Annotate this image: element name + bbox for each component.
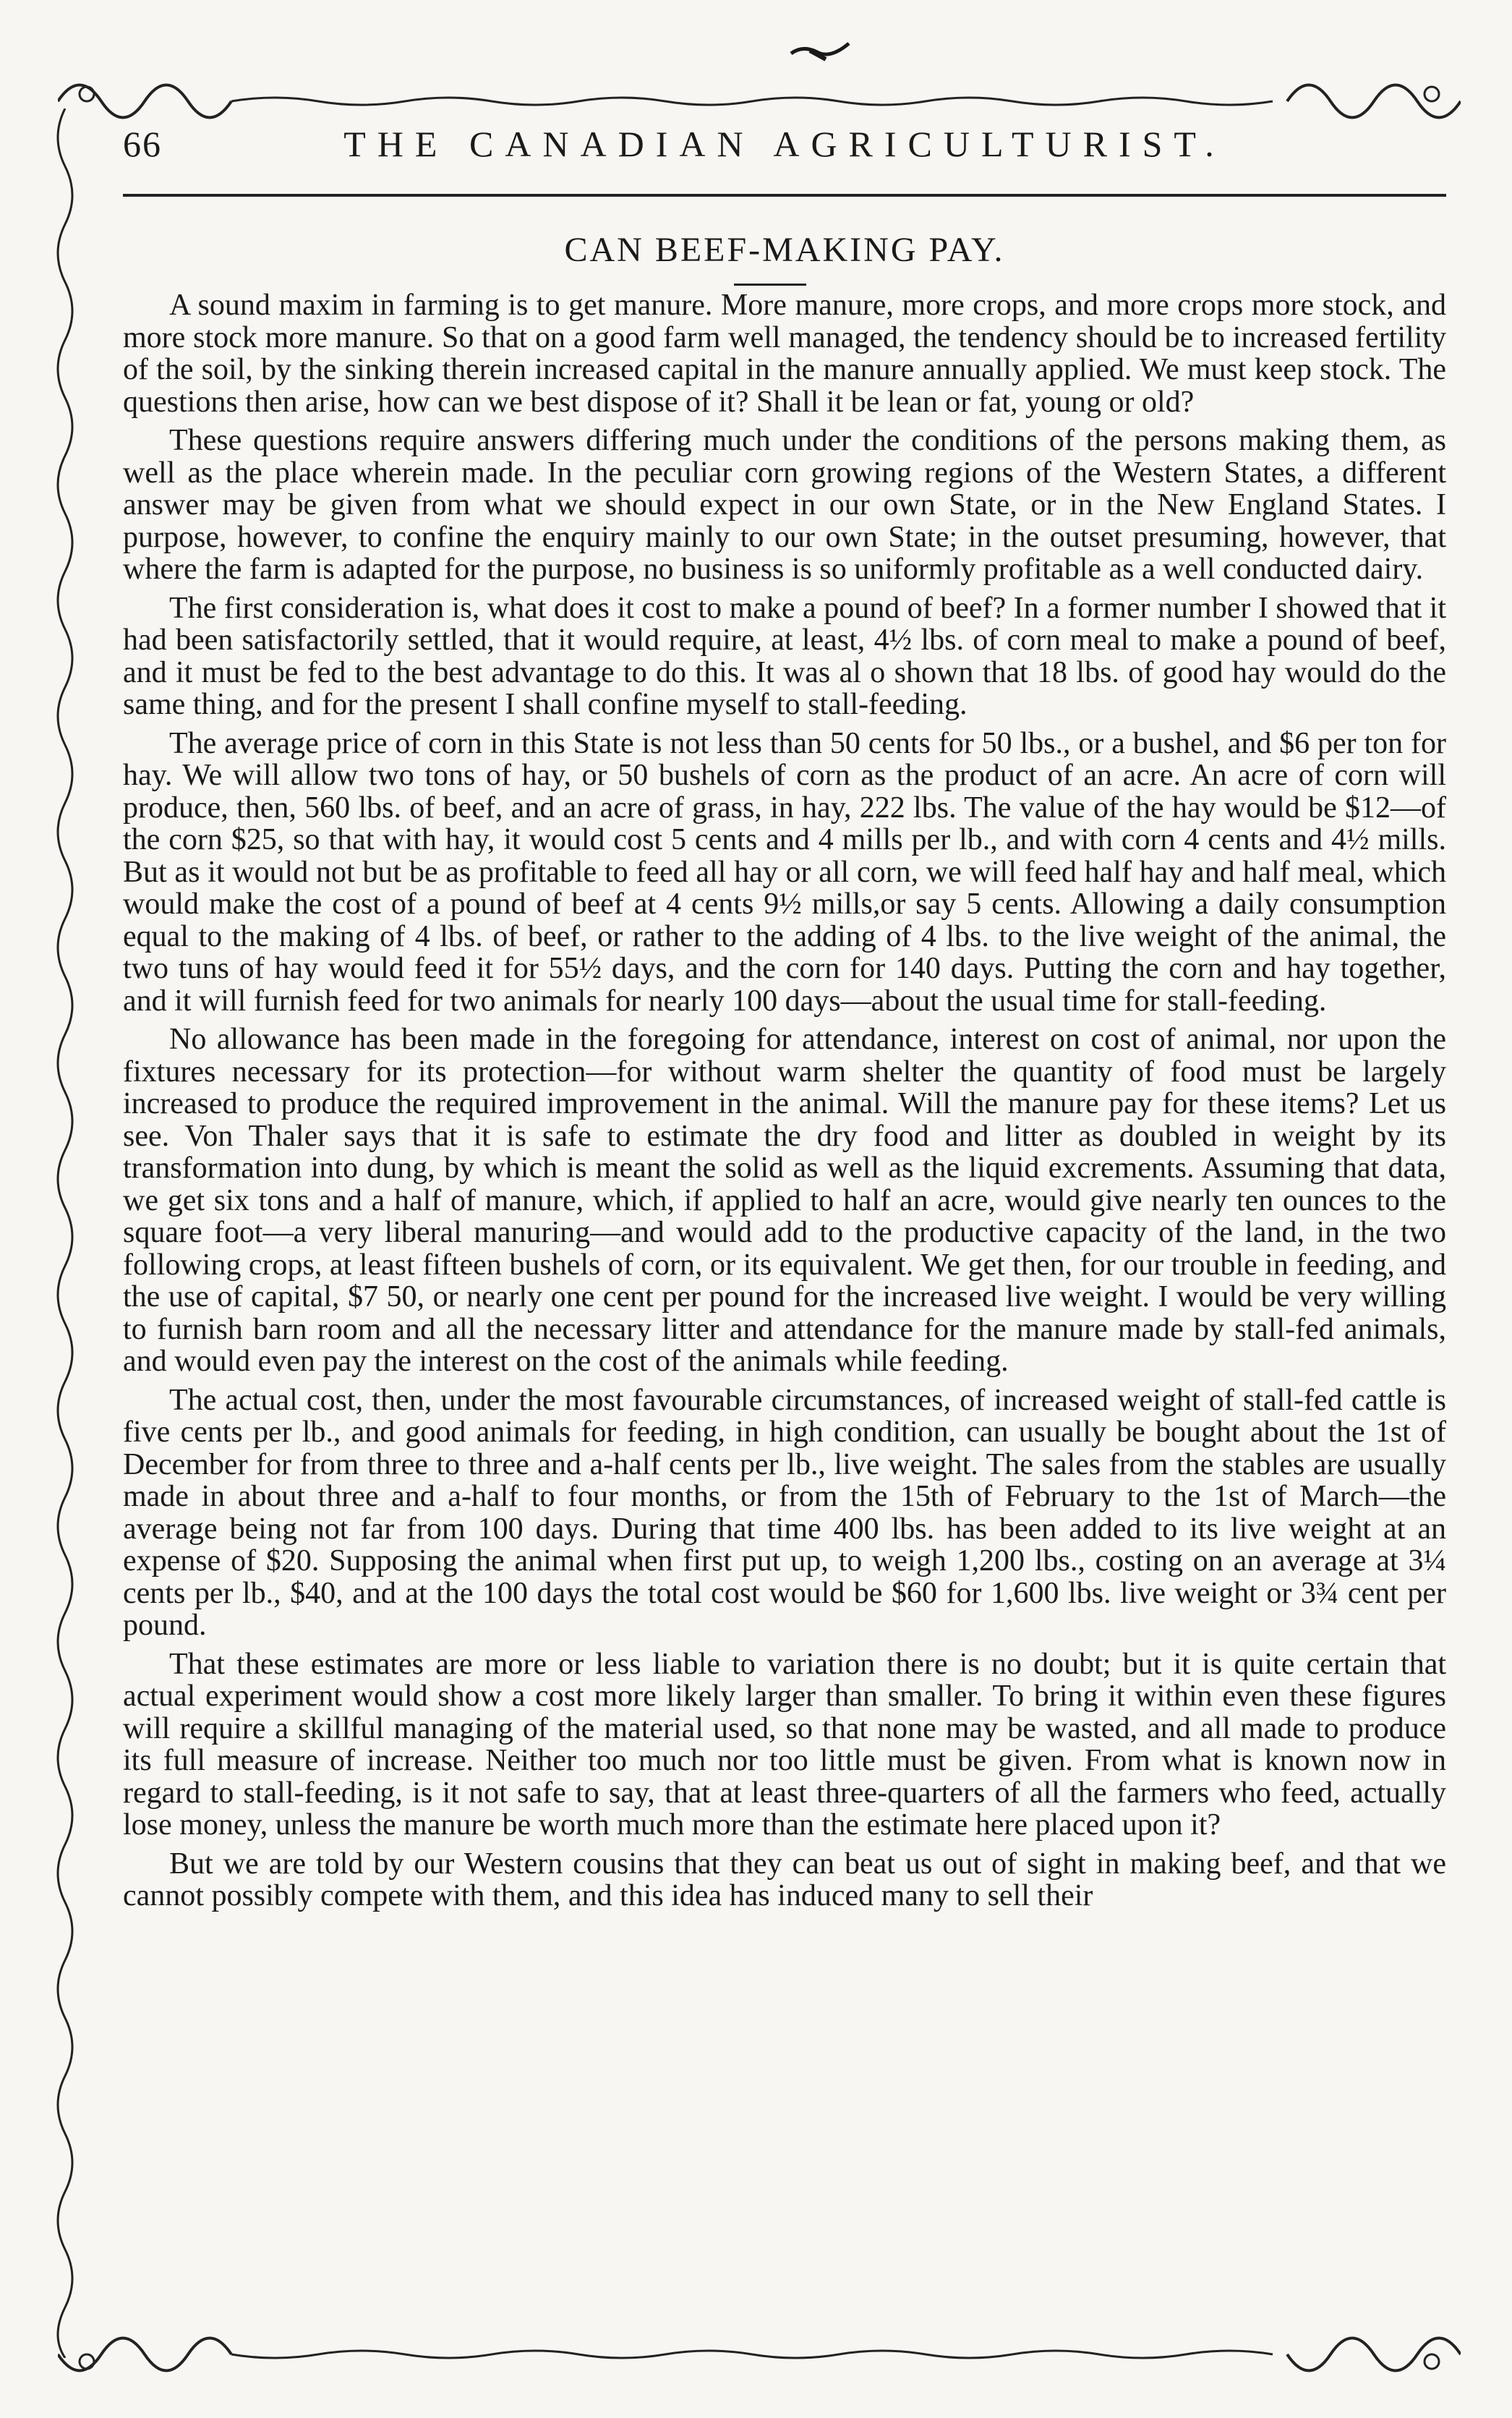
vine-border-left-icon [43, 108, 87, 2358]
vine-border-top-icon [58, 72, 1461, 123]
paragraph: A sound maxim in farming is to get manure. More manure, more crops, and more crops more stock, and more stock more manure. So that on a good farm well managed, the tendency should be to increased fertility of the soil, by the sinking therein increased capital in the manure annually applied. We must keep stock. The questions then arise, how can we best dispose of it? Shall it be lean or fat, young or old? [123, 289, 1446, 419]
paragraph: That these estimates are more or less liable to variation there is no doubt; but it is quite certain that actual experiment would show a cost more likely larger than smaller. To bring it within even these figures will require a skillful managing of the material used, so that none may be wasted, and all made to produce its full measure of increase. Neither too much nor too little must be given. From what is known now in regard to stall-feeding, is it not safe to say, that at least three-quarters of all the farmers who feed, actually lose money, unless the manure be worth much more than the estimate here placed upon it? [123, 1647, 1446, 1842]
header-rule [123, 194, 1446, 197]
running-header [123, 123, 1446, 181]
paragraph: The average price of corn in this State is not less than 50 cents for 50 lbs., or a bushel, and $6 per ton for hay. We will allow two tons of hay, or 50 bushels of corn as the product of an acre. An acre of corn will produce, then, 560 lbs. of beef, and an acre of grass, in hay, 222 lbs. The value of the hay would be $12—of the corn $25, so that with hay, it would cost 5 cents and 4 mills per lb., and with corn 4 cents and 4½ mills. But as it would not but be as profitable to feed all hay or all corn, we will feed half hay and half meal, which would make the cost of a pound of beef at 4 cents 9½ mills,or say 5 cents. Allowing a daily consumption equal to the making of 4 lbs. of beef, or rather to the adding of 4 lbs. to the live weight of the animal, the two tuns of hay would feed it for 55½ days, and the corn for 140 days. Putting the corn and hay together, and it will furnish feed for two animals for nearly 100 days—about the usual time for stall-feeding. [123, 726, 1446, 1018]
journal-title: THE CANADIAN AGRICULTURIST. [343, 124, 1226, 164]
article-title: CAN BEEF-MAKING PAY. [564, 231, 1005, 269]
vine-border-bottom-icon [58, 2333, 1461, 2383]
paragraph: But we are told by our Western cousins that they can beat us out of sight in making beef, and that we cannot possibly compete with them, and this idea has induced many to sell their [123, 1847, 1446, 1912]
page-number: 66 [123, 124, 162, 164]
printer-flourish-icon [788, 38, 853, 67]
paragraph: No allowance has been made in the foregoing for attendance, interest on cost of animal, nor upon the fixtures necessary for its protection—for without warm shelter the quantity of food must be largely increased to produce the required improvement in the animal. Will the manure pay for these items? Let us see. Von Thaler says that it is safe to estimate the dry food and litter as doubled in weight by its transformation into dung, by which is meant the solid as well as the liquid excrements. Assuming that data, we get six tons and a half of manure, which, if applied to half an acre, would give nearly ten ounces to the square foot—a very liberal manuring—and would add to the productive capacity of the land, in the two following crops, at least fifteen bushels of corn, or its equivalent. We get then, for our trouble in feeding, and the use of capital, $7 50, or nearly one cent per pound for the increased live weight. I would be very willing to furnish barn room and all the necessary litter and attendance for the manure made by stall-fed animals, and would even pay the interest on the cost of the animals while feeding. [123, 1023, 1446, 1378]
paragraph: The actual cost, then, under the most favourable circumstances, of increased weight of stall-fed cattle is five cents per lb., and good animals for feeding, in high condition, can usually be bought about the 1st of December for from three to three and a-half cents per lb., live weight. The sales from the stables are usually made in about three and a-half to four months, or from the 15th of February to the 1st of March—the average being not far from 100 days. During that time 400 lbs. has been added to its live weight at an expense of $20. Supposing the animal when first put up, to weigh 1,200 lbs., costing on an average at 3¼ cents per lb., $40, and at the 100 days the total cost would be $60 for 1,600 lbs. live weight or 3¾ cent per pound. [123, 1383, 1446, 1642]
paragraph: The first consideration is, what does it cost to make a pound of beef? In a former number I showed that it had been satisfactorily settled, that it would require, at least, 4½ lbs. of corn meal to make a pound of beef, and it must be fed to the best advantage to do this. It was al o shown that 18 lbs. of good hay would do the same thing, and for the present I shall confine myself to stall-feeding. [123, 591, 1446, 721]
title-rule [734, 284, 806, 286]
article-body [123, 289, 1446, 2336]
paragraph: These questions require answers differing much under the conditions of the persons making them, as well as the place wherein made. In the peculiar corn growing regions of the Western States, a different answer may be given from what we should expect in our own State, or in the New England States. I purpose, however, to confine the enquiry mainly to our own State; in the outset presuming, however, that where the farm is adapted for the purpose, no business is so uniformly profitable as a well conducted dairy. [123, 424, 1446, 586]
